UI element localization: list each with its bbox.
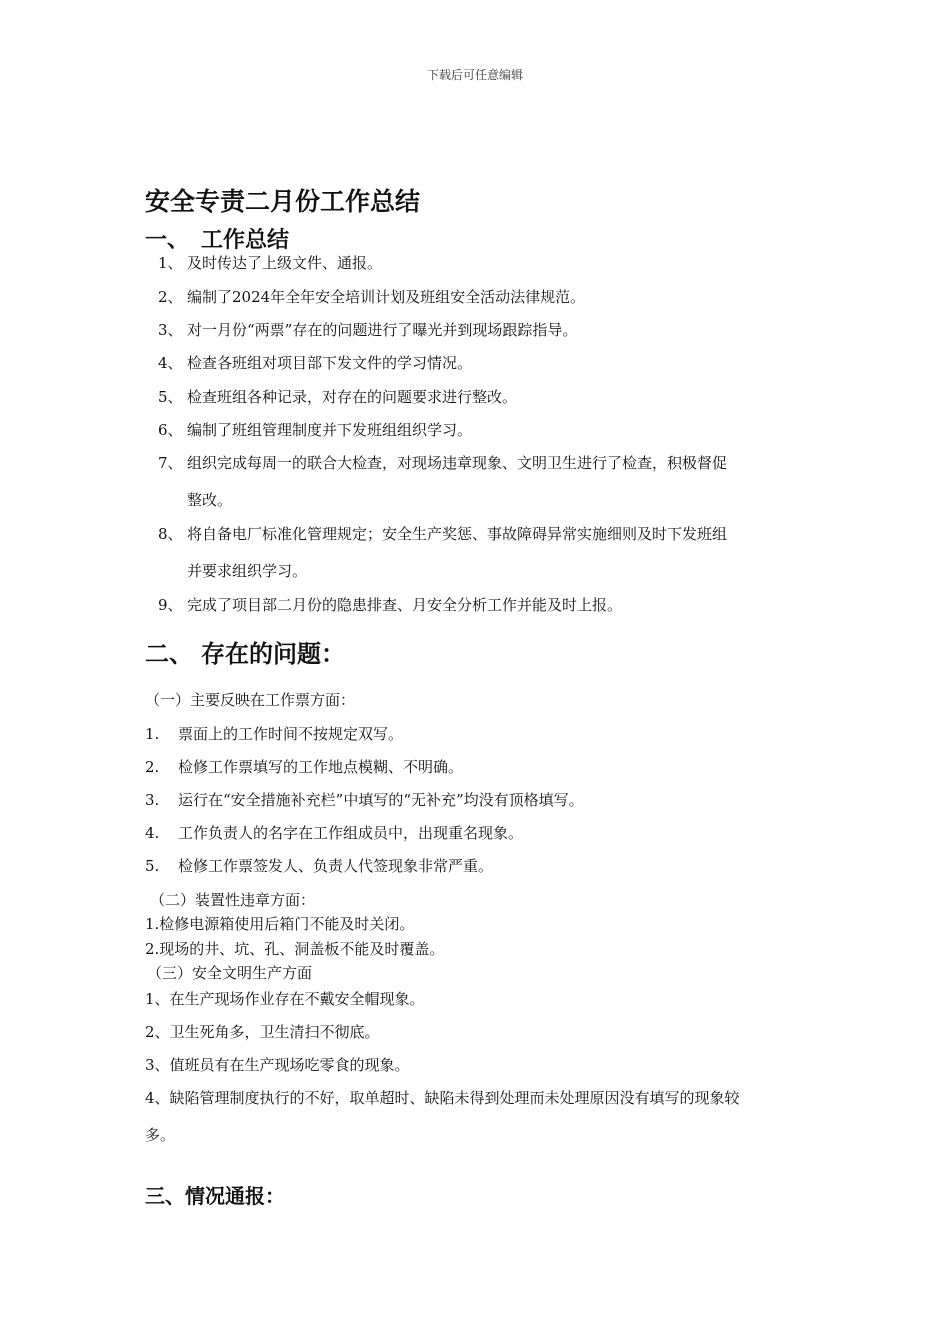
problem-item: 2、卫生死角多，卫生清扫不彻底。 <box>145 1023 380 1041</box>
document-title: 安全专责二月份工作总结 <box>145 187 421 216</box>
summary-item: 5、 检查班组各种记录，对存在的问题要求进行整改。 <box>158 388 518 406</box>
section-2-number: 二、 <box>145 640 193 668</box>
problem-item: 1.检修电源箱使用后箱门不能及时关闭。 <box>145 915 415 933</box>
summary-item: 1、 及时传达了上级文件、通报。 <box>158 254 383 272</box>
section-1-number: 一、 <box>145 228 190 253</box>
problem-item: 3、值班员有在生产现场吃零食的现象。 <box>145 1056 410 1074</box>
summary-item: 7、 组织完成每周一的联合大检查，对现场违章现象、文明卫生进行了检查，积极督促 <box>158 454 728 472</box>
summary-item-continuation: 并要求组织学习。 <box>187 562 308 580</box>
section-1-heading <box>145 223 289 254</box>
problem-item: 4、缺陷管理制度执行的不好，取单超时、缺陷未得到处理而未处理原因没有填写的现象较 <box>145 1089 740 1107</box>
section-2-title: 存在的问题： <box>201 640 345 668</box>
subsection-heading: （一）主要反映在工作票方面： <box>145 691 356 709</box>
subsection-heading: （三）安全文明生产方面 <box>147 964 313 982</box>
problem-item: 1、在生产现场作业存在不戴安全帽现象。 <box>145 990 425 1008</box>
summary-item: 2、 编制了2024年全年安全培训计划及班组安全活动法律规范。 <box>158 288 586 306</box>
section-1-title: 工作总结 <box>201 228 290 253</box>
summary-item: 3、 对一月份“两票”存在的问题进行了曝光并到现场跟踪指导。 <box>158 321 578 339</box>
problem-item: 3. 运行在“安全措施补充栏”中填写的“无补充”均没有顶格填写。 <box>145 791 584 809</box>
summary-item: 8、 将自备电厂标准化管理规定；安全生产奖惩、事故障碍异常实施细则及时下发班组 <box>158 525 728 543</box>
problem-item: 2.现场的井、坑、孔、洞盖板不能及时覆盖。 <box>145 940 445 958</box>
problem-item-continuation: 多。 <box>145 1126 176 1144</box>
problem-item: 5. 检修工作票签发人、负责人代签现象非常严重。 <box>145 857 494 875</box>
section-2-heading <box>145 634 345 669</box>
page-header: 下载后可任意编辑 <box>426 68 523 82</box>
summary-item-continuation: 整改。 <box>187 491 233 509</box>
summary-item: 6、 编制了班组管理制度并下发班组组织学习。 <box>158 421 473 439</box>
summary-item: 4、 检查各班组对项目部下发文件的学习情况。 <box>158 354 473 372</box>
subsection-heading: （二）装置性违章方面： <box>150 891 316 909</box>
problem-item: 1. 票面上的工作时间不按规定双写。 <box>145 725 404 743</box>
summary-item: 9、 完成了项目部二月份的隐患排查、月安全分析工作并能及时上报。 <box>158 596 623 614</box>
problem-item: 4. 工作负责人的名字在工作组成员中，出现重名现象。 <box>145 824 524 842</box>
section-3-heading: 三、情况通报： <box>145 1184 285 1208</box>
problem-item: 2. 检修工作票填写的工作地点模糊、不明确。 <box>145 758 464 776</box>
